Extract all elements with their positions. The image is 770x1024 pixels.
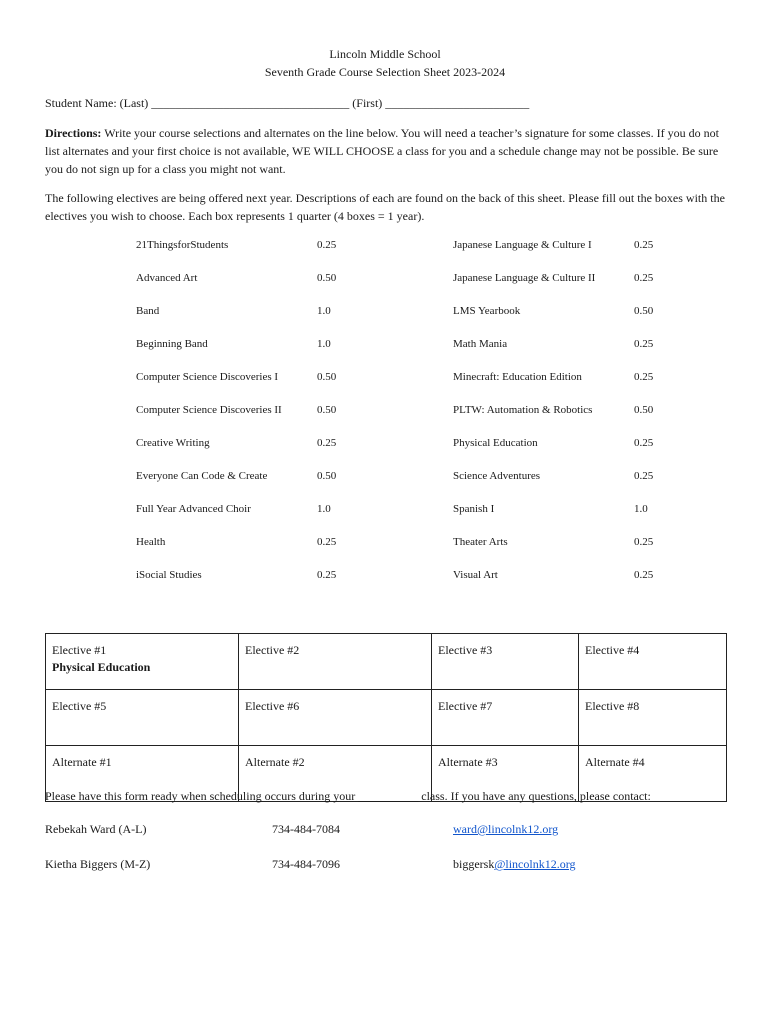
course-name: Physical Education <box>453 437 538 449</box>
course-credit: 0.25 <box>634 470 654 482</box>
contact-email <box>453 822 558 837</box>
selection-grid <box>45 633 727 802</box>
course-name: Spanish I <box>453 503 495 515</box>
course-name: LMS Yearbook <box>453 305 521 317</box>
grid-row <box>46 690 727 746</box>
email-prefix: biggersk <box>453 857 495 871</box>
course-credit: 0.50 <box>317 371 337 383</box>
course-name: PLTW: Automation & Robotics <box>453 404 593 416</box>
selection-label: Elective #1 <box>52 643 107 657</box>
course-name: Minecraft: Education Edition <box>453 371 582 383</box>
student-name-line: Student Name: (Last) _________________________________ (First) ________________________ <box>45 96 530 110</box>
selection-label: Elective #6 <box>245 699 300 713</box>
selection-label: Elective #8 <box>585 699 640 713</box>
course-name: Theater Arts <box>453 536 508 548</box>
course-name: Advanced Art <box>136 272 198 284</box>
course-credit: 1.0 <box>317 305 331 317</box>
selection-label: Elective #5 <box>52 699 107 713</box>
course-credit: 0.25 <box>634 536 654 548</box>
course-credit: 1.0 <box>317 338 331 350</box>
footer-note: Please have this form ready when scheduling occurs during your __________ class. If you have any questions, please contact: <box>45 789 651 803</box>
course-name: Japanese Language & Culture II <box>453 272 596 284</box>
course-credit: 0.50 <box>317 404 337 416</box>
course-credit: 1.0 <box>317 503 331 515</box>
course-name: Everyone Can Code & Create <box>136 470 268 482</box>
course-name: Health <box>136 536 166 548</box>
selection-cell[interactable] <box>46 634 239 690</box>
selection-cell[interactable] <box>46 690 239 746</box>
course-name: Full Year Advanced Choir <box>136 503 251 515</box>
selection-label: Alternate #2 <box>245 755 305 769</box>
selection-value: Physical Education <box>52 660 151 674</box>
selection-label: Elective #4 <box>585 643 640 657</box>
course-credit: 0.25 <box>317 536 337 548</box>
course-name: Math Mania <box>453 338 508 350</box>
course-credit: 0.25 <box>634 371 654 383</box>
contact-email <box>453 857 576 872</box>
course-name: Computer Science Discoveries II <box>136 404 282 416</box>
course-name: Beginning Band <box>136 338 208 350</box>
email-link[interactable]: @lincolnk12.org <box>494 857 576 871</box>
directions-paragraph <box>45 124 725 178</box>
course-credit: 0.25 <box>317 569 337 581</box>
email-link[interactable]: ward@lincolnk12.org <box>453 822 559 836</box>
directions-text: Write your course selections and alternates on the line below. You will need a teacher’s signature for some classes. If you do not list alternates and your first choice is not available, WE WILL CHOOSE a class for you and a schedule change may not be possible. Be sure you do not sign up for a class you might not want. <box>45 126 719 176</box>
selection-label: Alternate #3 <box>438 755 498 769</box>
selection-cell[interactable] <box>579 690 727 746</box>
course-credit: 0.25 <box>634 338 654 350</box>
selection-label: Elective #2 <box>245 643 300 657</box>
course-credit: 0.50 <box>317 272 337 284</box>
school-name: Lincoln Middle School <box>329 47 441 61</box>
course-credit: 0.25 <box>317 437 337 449</box>
course-name: Science Adventures <box>453 470 541 482</box>
selection-cell[interactable] <box>239 634 432 690</box>
contact-phone: 734-484-7096 <box>272 857 340 871</box>
course-name: Band <box>136 305 160 317</box>
electives-intro: The following electives are being offered next year. Descriptions of each are found on the back of this sheet. Please fill out the boxes with the electives you wish to choose. Each box represents 1 quarter (4 boxes = 1 year). <box>45 191 725 223</box>
selection-cell[interactable] <box>432 690 579 746</box>
selection-label: Elective #3 <box>438 643 493 657</box>
course-name: 21ThingsforStudents <box>136 239 229 251</box>
selection-cell[interactable] <box>239 690 432 746</box>
course-name: Creative Writing <box>136 437 210 449</box>
course-credit: 0.25 <box>634 569 654 581</box>
course-name: Japanese Language & Culture I <box>453 239 592 251</box>
contact-name: Rebekah Ward (A-L) <box>45 822 147 836</box>
selection-cell[interactable] <box>579 634 727 690</box>
course-credit: 0.25 <box>634 437 654 449</box>
contact-name: Kietha Biggers (M-Z) <box>45 857 151 871</box>
selection-label: Elective #7 <box>438 699 493 713</box>
course-credit: 0.25 <box>634 239 654 251</box>
course-credit: 0.25 <box>317 239 337 251</box>
selection-cell[interactable] <box>432 634 579 690</box>
directions-label: Directions: <box>45 126 102 140</box>
course-name: Computer Science Discoveries I <box>136 371 279 383</box>
course-name: Visual Art <box>453 569 498 581</box>
course-credit: 0.50 <box>317 470 337 482</box>
contact-phone: 734-484-7084 <box>272 822 340 836</box>
grid-row <box>46 634 727 690</box>
course-credit: 0.50 <box>634 404 654 416</box>
selection-label: Alternate #1 <box>52 755 112 769</box>
course-credit: 0.25 <box>634 272 654 284</box>
course-name: iSocial Studies <box>136 569 202 581</box>
selection-label: Alternate #4 <box>585 755 645 769</box>
page-title: Seventh Grade Course Selection Sheet 2023-2024 <box>264 65 506 79</box>
course-credit: 0.50 <box>634 305 654 317</box>
course-credit: 1.0 <box>634 503 648 515</box>
